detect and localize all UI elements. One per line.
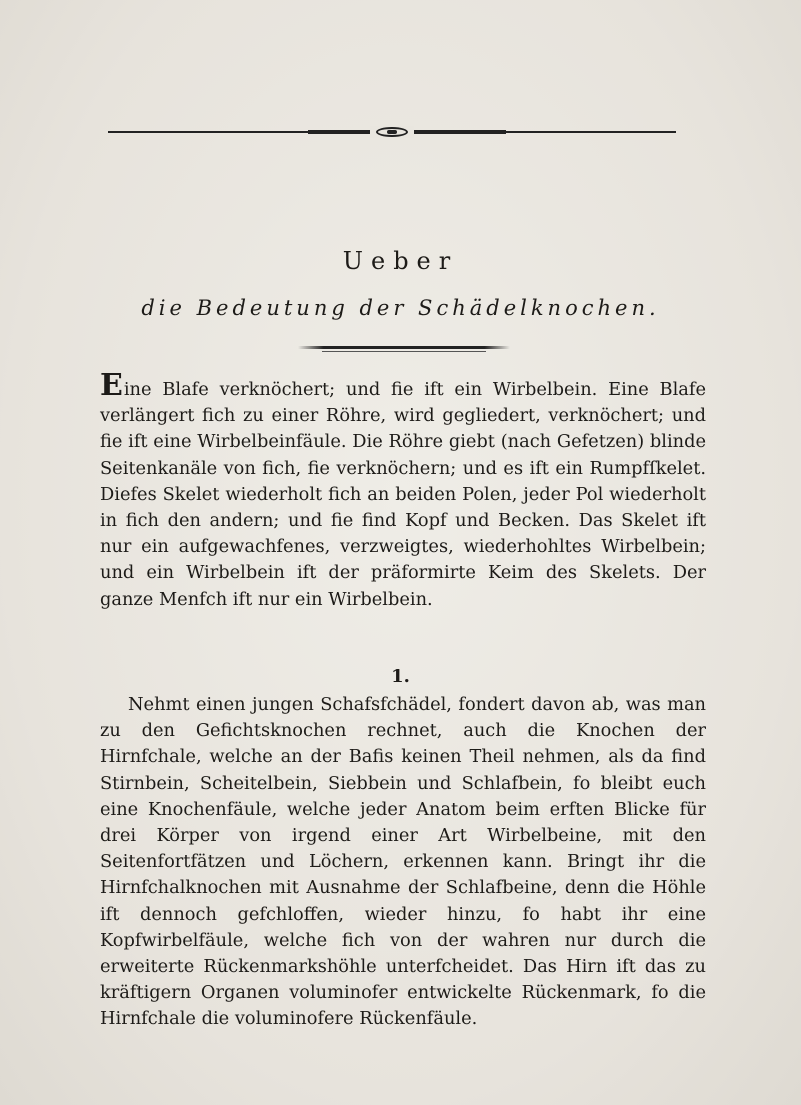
drop-cap: E xyxy=(100,368,124,403)
paragraph-1-text: ine Blafe verknöchert; und fie ift ein Wirbelbein. Eine Blafe verlängert fich zu einer Röhre, wird gegliedert, verknöchert; und fie ift eine Wirbelbeinfäule. Die Röhre giebt (nach Gefetzen) blinde Seitenkanäle von fich, fie verknöchern; und es ift ein Rumpfſkelet. Diefes Skelet wiederholt fich an beiden Polen, jeder Pol wiederholt in fich den andern; und fie find Kopf und Becken. Das Skelet ift nur ein aufgewachfenes, verzweigtes, wiederhohltes Wirbelbein; und ein Wirbelbein ift der präformirte Keim des Skelets. Der ganze Menfch ift nur ein Wirbelbein. xyxy=(100,379,706,610)
title-divider-thin xyxy=(322,351,486,352)
title-divider xyxy=(298,346,510,349)
ornament-center-icon xyxy=(370,126,414,138)
page-subtitle: die Bedeutung der Schädelknochen. xyxy=(141,296,660,320)
top-ornament xyxy=(108,126,676,138)
section-number: 1. xyxy=(391,666,410,687)
paragraph-2: Nehmt einen jungen Schafsfchädel, fondert davon ab, was man zu den Gefichtsknochen rechnet, auch die Knochen der Hirnfchale, welche an der Bafis keinen Theil nehmen, als da find Stirnbein, Scheitelbein, Siebbein und Schlafbein, fo bleibt euch eine Knochenfäule, welche jeder Anatom beim erften Blicke für drei Körper von irgend einer Art Wirbelbeine, mit den Seitenfortfätzen und Löchern, erkennen kann. Bringt ihr die Hirnfchalknochen mit Ausnahme der Schlafbeine, denn die Höhle ift dennoch gefchloffen, wieder hinzu, fo habt ihr eine Kopfwirbelfäule, welche fich von der wahren nur durch die erweiterte Rückenmarkshöhle unterfcheidet. Das Hirn ift das zu kräftigern Organen voluminofer entwickelte Rückenmark, fo die Hirnfchale die voluminofere Rückenfäule. xyxy=(100,694,706,1030)
page-title: Ueber xyxy=(342,247,459,275)
paragraph-1 xyxy=(100,368,706,613)
